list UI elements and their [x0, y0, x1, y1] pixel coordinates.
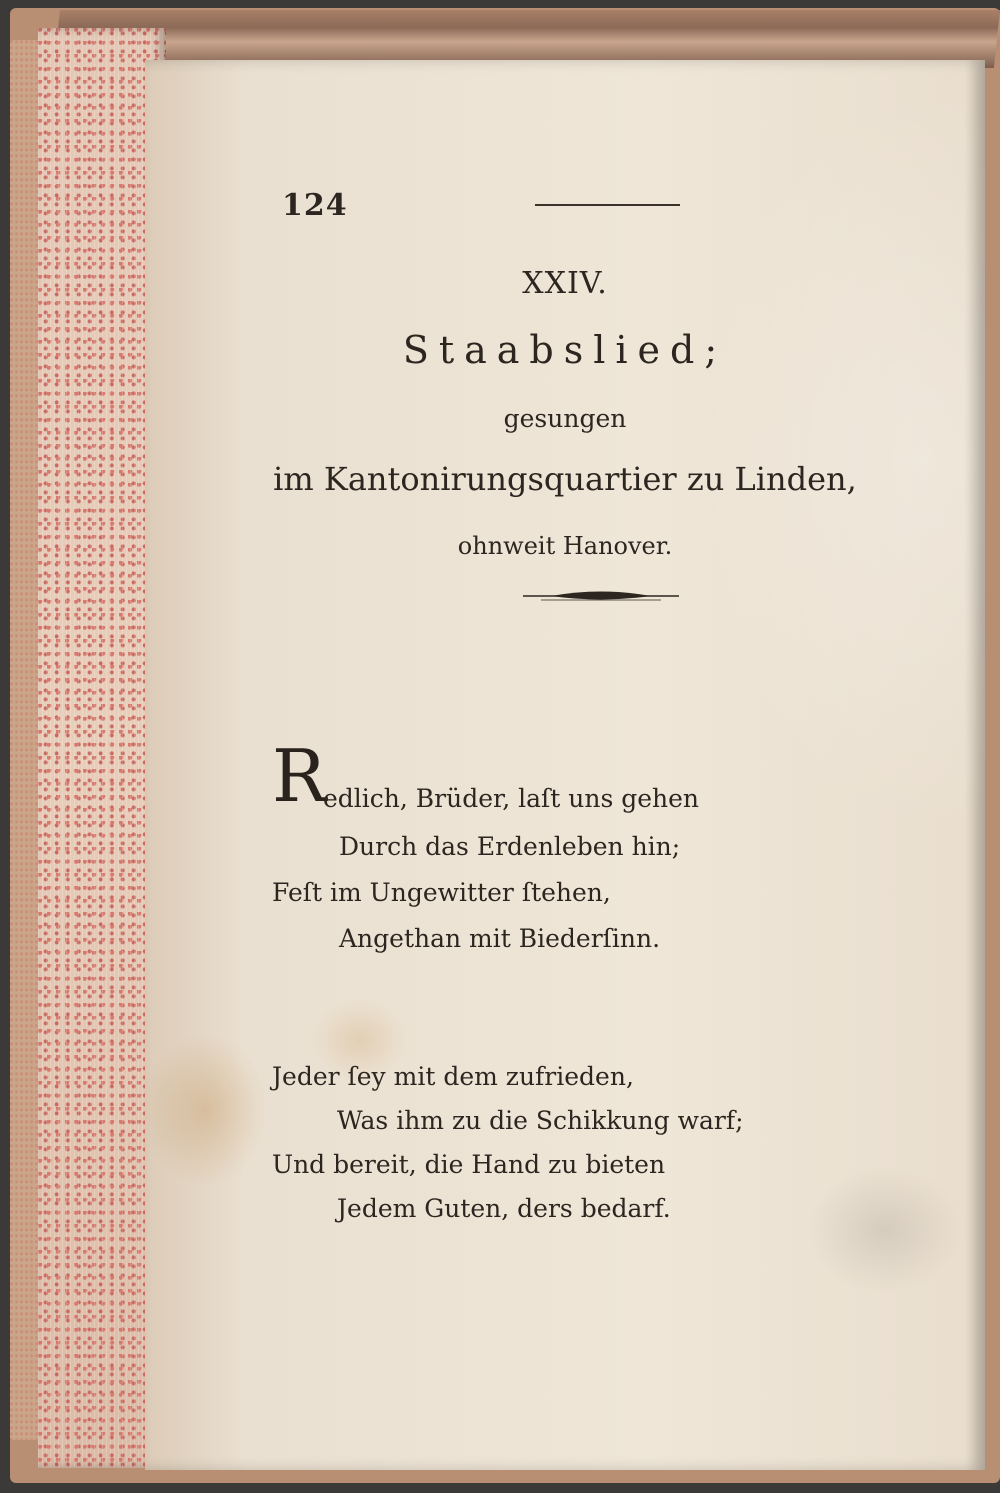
verse-line: Was ihm zu die Schikkung warf; [337, 1106, 744, 1135]
verse-line: Durch das Erdenleben hin; [339, 832, 681, 861]
chapter-number: XXIV. [522, 266, 608, 301]
header-rule [535, 204, 680, 206]
verse-line: Angethan mit Biederſinn. [339, 924, 661, 953]
verse-line: Und bereit, die Hand zu bieten [272, 1150, 666, 1179]
page-number: 124 [282, 188, 348, 223]
song-title: Staabslied; [402, 328, 728, 372]
verse-line: edlich, Brüder, laſt uns gehen [323, 784, 700, 813]
subtitle-line: ohnweit Hanover. [457, 532, 673, 560]
drop-cap: R [272, 734, 327, 818]
verse-line: Feſt im Ungewitter ſtehen, [272, 878, 611, 907]
subtitle-line: gesungen [503, 404, 627, 433]
cover-edge [10, 40, 40, 1440]
ornamental-rule [521, 588, 681, 604]
verse-line: Jeder ſey mit dem zufrieden, [272, 1062, 634, 1091]
subtitle-line: im Kantonirungsquartier zu Linden, [273, 460, 857, 498]
book-page [145, 60, 985, 1470]
verse-line: Jedem Guten, ders bedarf. [337, 1194, 671, 1223]
